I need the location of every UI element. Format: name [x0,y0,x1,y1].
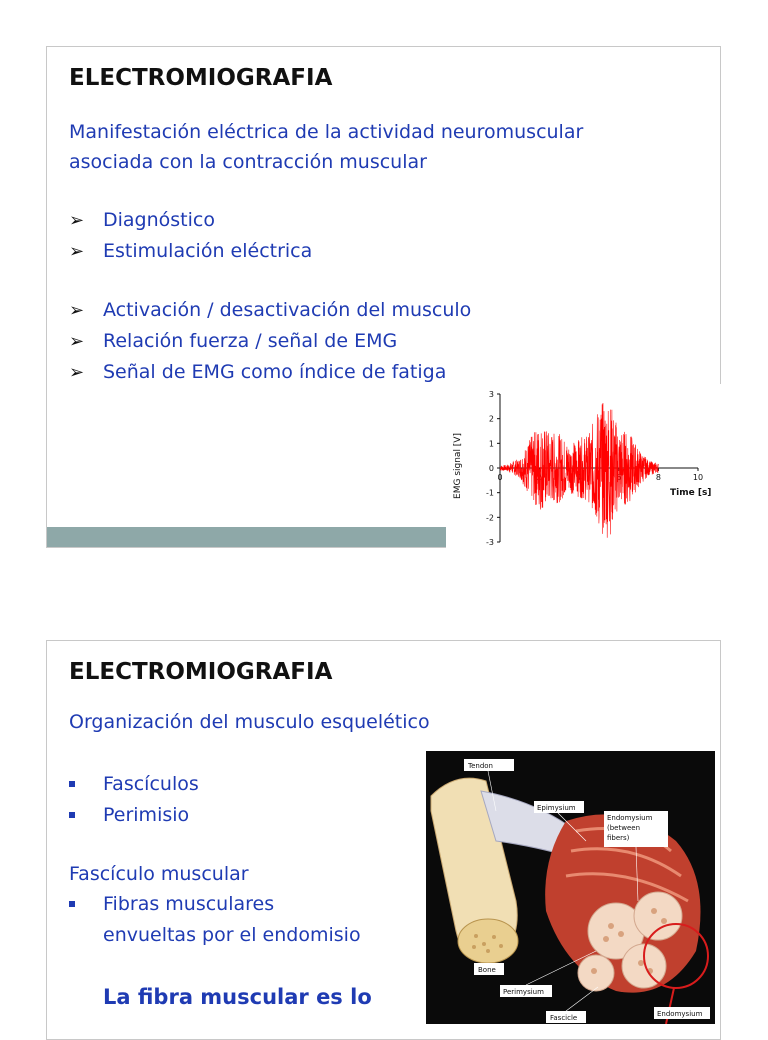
muscle-anatomy-illustration [426,751,715,1024]
label-bone: Bone [478,966,496,974]
emg-signal-line [500,403,658,538]
x-tick-label: 4 [576,473,582,482]
x-tick-label: 10 [692,473,704,482]
x-tick-label: 8 [655,473,661,482]
x-tick-label: 0 [497,473,503,482]
subtitle-line-1: Manifestación eléctrica de la actividad neuromuscular [69,121,584,143]
list-item: ➢ Activación / desactivación del musculo [69,295,471,326]
label-endomysium-3: fibers) [607,834,630,842]
y-tick-label: 3 [488,390,494,399]
list-item: Fibras musculares [69,889,361,920]
list-item: ➢ Estimulación eléctrica [69,236,312,267]
label-tendon: Tendon [468,762,493,770]
label-fascicle: Fascicle [550,1014,578,1022]
square-bullet-icon [69,812,75,818]
y-tick-label: 0 [488,464,494,473]
list-item: ➢ Señal de EMG como índice de fatiga [69,357,471,388]
slide-title: ELECTROMIOGRAFIA [69,659,333,685]
emg-chart-svg [446,384,722,548]
list-item-continuation: envueltas por el endomisio [103,924,361,946]
arrow-bullet-icon: ➢ [69,300,85,321]
y-tick-label: -2 [486,513,494,523]
arrow-bullet-icon: ➢ [69,210,85,231]
slide-subtitle: Organización del musculo esquelético [69,711,430,733]
y-tick-label: -1 [486,488,494,498]
list-item: Fascículos [69,769,199,800]
list-item: Perimisio [69,800,199,831]
label-endomysium-2: (between [607,824,641,832]
bullet-list-2 [69,295,471,388]
list-item: ➢ Diagnóstico [69,205,312,236]
section-label: Fascículo muscular [69,863,249,885]
slide-title: ELECTROMIOGRAFIA [69,65,333,91]
arrow-bullet-icon: ➢ [69,362,85,383]
label-perimysium: Perimysium [503,988,544,996]
y-axis-label: EMG signal [V] [453,433,463,499]
label-endomysium-bottom: Endomysium [657,1010,703,1018]
footer-bar [47,527,447,547]
arrow-bullet-icon: ➢ [69,241,85,262]
label-epimysium: Epimysium [537,804,576,812]
label-endomysium-1: Endomysium [607,814,653,822]
bullet-list [69,769,199,831]
anatomy-svg [426,751,715,1024]
y-tick-label: -3 [486,538,494,547]
list-item: ➢ Relación fuerza / señal de EMG [69,326,471,357]
bullet-list-1 [69,205,312,267]
y-tick-label: 1 [488,439,494,449]
y-tick-label: 2 [488,414,494,424]
x-axis-label: Time [s] [670,488,712,498]
sub-bullet-list [69,889,361,951]
square-bullet-icon [69,781,75,787]
x-tick-label: 6 [616,473,622,482]
slide-subtitle [69,117,669,177]
arrow-bullet-icon: ➢ [69,331,85,352]
x-tick-label: 2 [537,473,543,482]
square-bullet-icon [69,901,75,907]
emg-chart [446,384,722,548]
subtitle-line-2: asociada con la contracción muscular [69,151,427,173]
highlight-text: La fibra muscular es lo [103,985,372,1009]
